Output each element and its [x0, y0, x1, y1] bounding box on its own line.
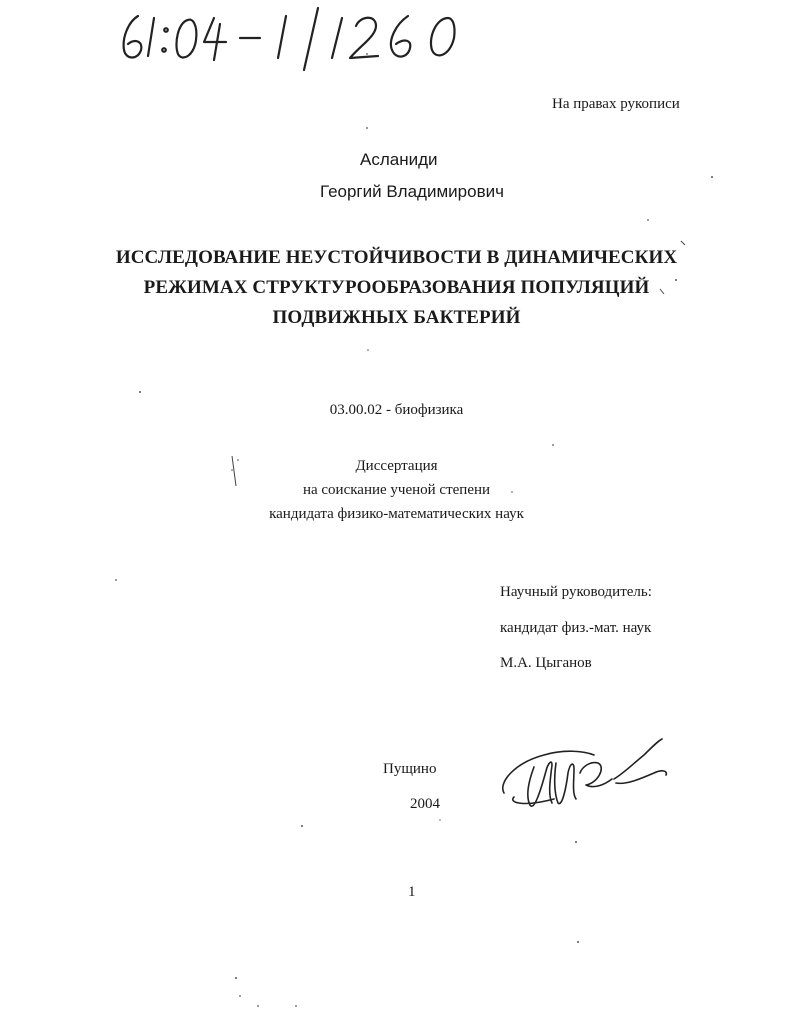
advisor-name: М.А. Цыганов [500, 655, 592, 671]
degree-line: на соискание ученой степени [302, 482, 491, 498]
author-last-name: Асланиди [360, 150, 438, 169]
degree-line: кандидата физико-математических наук [269, 506, 524, 522]
advisor-degree: кандидат физ.-мат. наук [500, 620, 652, 636]
title-line: ПОДВИЖНЫХ БАКТЕРИЙ [272, 307, 521, 328]
advisor-label: Научный руководитель: [500, 584, 652, 600]
degree-line: Диссертация [355, 458, 438, 474]
title-line: ИССЛЕДОВАНИЕ НЕУСТОЙЧИВОСТИ В ДИНАМИЧЕСКИХ [115, 247, 678, 268]
year: 2004 [410, 796, 440, 812]
page-number: 1 [408, 884, 416, 900]
author-first-names: Георгий Владимирович [320, 182, 504, 201]
city: Пущино [383, 761, 437, 777]
specialty-code: 03.00.02 - биофизика [329, 402, 464, 418]
rights-note: На правах рукописи [552, 96, 680, 112]
title-line: РЕЖИМАХ СТРУКТУРООБРАЗОВАНИЯ ПОПУЛЯЦИЙ [143, 277, 650, 298]
